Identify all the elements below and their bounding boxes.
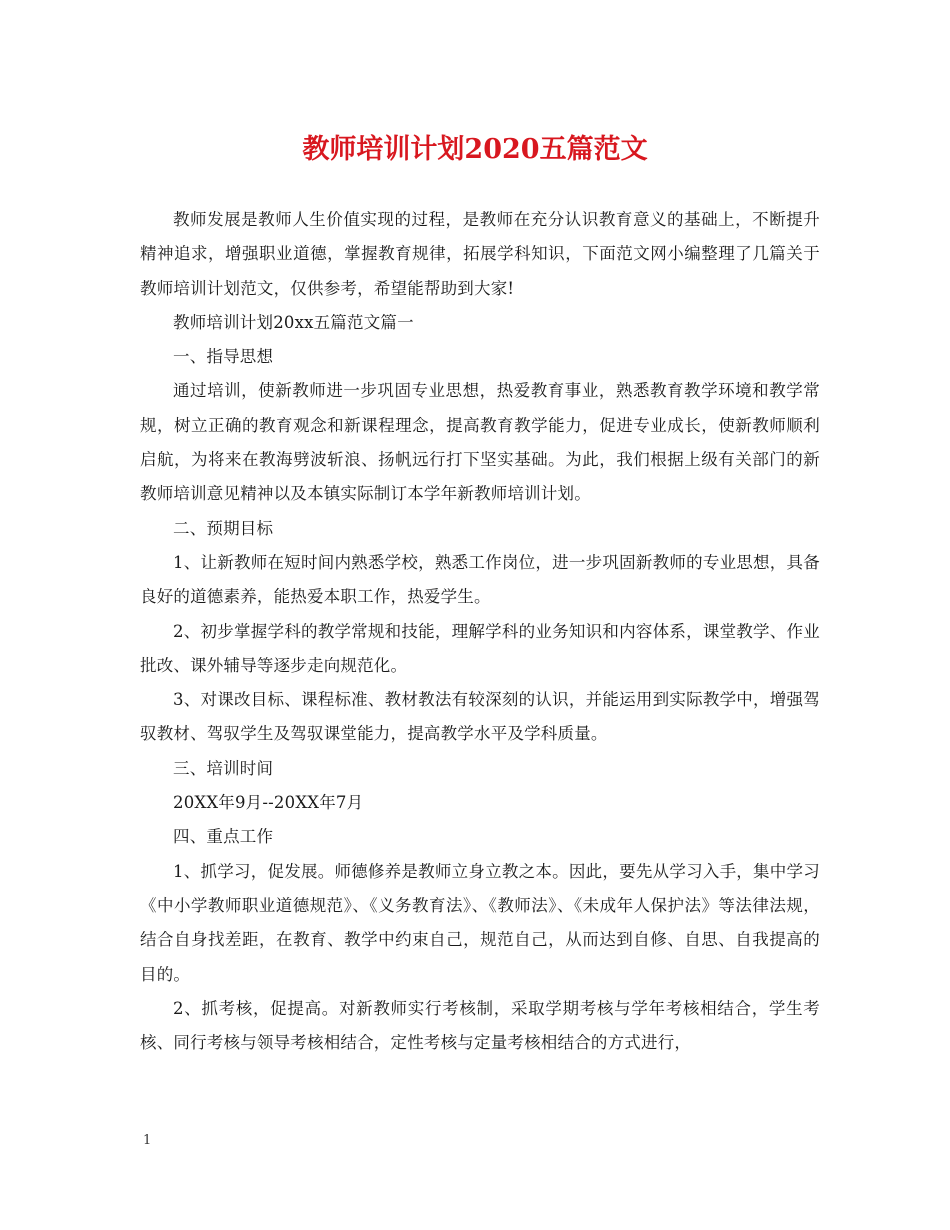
page-number: 1 (143, 1133, 152, 1148)
paragraph-intro: 教师发展是教师人生价值实现的过程，是教师在充分认识教育意义的基础上，不断提升精神追求，增强职业道德，掌握教育规律，拓展学科知识，下面范文网小编整理了几篇关于教师培训计划范文，仅供参考，希望能帮助到大家! (140, 210, 820, 298)
heading-expected-goals: 二、预期目标 (173, 518, 274, 538)
paragraph-goal-3: 3、对课改目标、课程标准、教材教法有较深刻的认识，并能运用到实际教学中，增强驾驭教材、驾驭学生及驾驭课堂能力，提高教学水平及学科质量。 (140, 690, 820, 744)
paragraph-goal-1: 1、让新教师在短时间内熟悉学校，熟悉工作岗位，进一步巩固新教师的专业思想，具备良好的道德素养，能热爱本职工作，热爱学生。 (140, 552, 820, 607)
heading-key-work: 四、重点工作 (173, 827, 274, 847)
paragraph-training-time: 20XX年9月--20XX年7月 (173, 793, 364, 813)
document-body (140, 203, 820, 1060)
paragraph-section-heading: 教师培训计划20xx五篇范文篇一 (173, 312, 414, 332)
heading-training-time: 三、培训时间 (173, 758, 274, 778)
paragraph-key-work-1: 1、抓学习，促发展。师德修养是教师立身立教之本。因此，要先从学习入手，集中学习《中小学教师职业道德规范》、《义务教育法》、《教师法》、《未成年人保护法》等法律法规，结合自身找差距，在教育、教学中约束自己，规范自己，从而达到自修、自思、自我提高的目的。 (140, 861, 820, 984)
heading-guiding-ideology: 一、指导思想 (173, 347, 274, 367)
document-title: 教师培训计划2020五篇范文 (302, 134, 648, 165)
paragraph-goal-2: 2、初步掌握学科的教学常规和技能，理解学科的业务知识和内容体系，课堂教学、作业批改、课外辅导等逐步走向规范化。 (140, 621, 820, 675)
paragraph-key-work-2: 2、抓考核，促提高。对新教师实行考核制，采取学期考核与学年考核相结合，学生考核、同行考核与领导考核相结合，定性考核与定量考核相结合的方式进行， (140, 998, 820, 1053)
paragraph-guiding-ideology: 通过培训，使新教师进一步巩固专业思想，热爱教育事业，熟悉教育教学环境和教学常规，树立正确的教育观念和新课程理念，提高教育教学能力，促进专业成长，使新教师顺利启航，为将来在教海劈波斩浪、扬帆远行打下坚实基础。为此，我们根据上级有关部门的新教师培训意见精神以及本镇实际制订本学年新教师培训计划。 (140, 381, 820, 504)
